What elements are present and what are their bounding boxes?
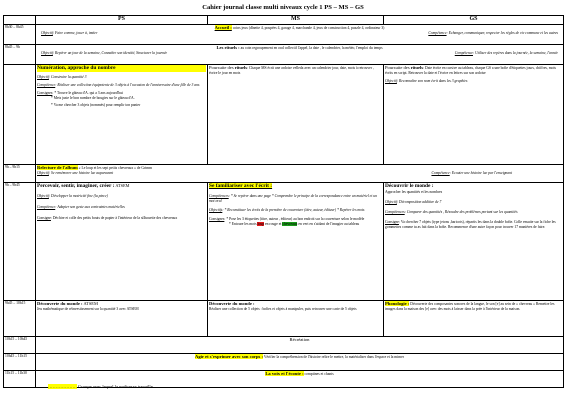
objectif-label: Objectif bbox=[37, 194, 49, 199]
gs-decouvrir-cell bbox=[384, 182, 564, 300]
consignes-text-1: : * Trouve le gâteau d'A. qui a 3 ans aujourd'hui bbox=[52, 90, 124, 95]
ecrit-heading: Se familiariser avec l'écrit : bbox=[209, 182, 273, 189]
objectif-text: : Reconnaître son nom écrit dans les 3 graphies bbox=[396, 78, 468, 83]
phonologie-heading: Phonologie : bbox=[385, 300, 410, 306]
rituels-heading: rituels bbox=[410, 64, 424, 70]
ms-decouverte-cell bbox=[208, 300, 384, 336]
time-cell: 9h45 – 10h15 bbox=[4, 300, 36, 336]
time-cell bbox=[4, 64, 36, 164]
agir-text: Vérifier la compréhension de l'histoire relire le mettre, la matérialiser dans l'espace et la mimer bbox=[263, 354, 404, 359]
decouverte-heading: Découverte du monde : bbox=[209, 300, 255, 306]
phonologie-text: Découverte des composantes sonores de la langue, le son [e] au sein de « chevreau » Remettre les images dans la maison des [e] avec des mots à laisser dans la prée à l'intérieur de la maison. bbox=[385, 301, 555, 311]
row-numeration bbox=[4, 64, 564, 164]
page-title: Cahier journal classe multi niveaux cycle 1 PS – MS – GS bbox=[202, 4, 364, 11]
consignes-label: Consignes bbox=[209, 216, 225, 221]
accueil-text: coins jeux (dînette 4, poupées 4, garage 4, marchande 4, jeux de construction 4, puzzle 4, ordinateur 3) bbox=[232, 25, 385, 30]
time-cell: 9h – 9h45 bbox=[4, 182, 36, 300]
objectif-label: Objectif bbox=[37, 75, 49, 80]
competences-label: Compétences bbox=[385, 209, 405, 214]
consigne-label: Consigne bbox=[37, 215, 51, 220]
row-rituels bbox=[4, 44, 564, 64]
competence-label: Compétence bbox=[454, 50, 473, 55]
competence-text: : Echanger, communiquer, respecter les règles de vie commune et les autres bbox=[446, 30, 558, 35]
agir-cell bbox=[36, 353, 564, 370]
accueil-heading: Accueil : bbox=[214, 24, 232, 30]
objectif-label: Objectif bbox=[385, 78, 397, 83]
decouverte-atsem: ATSEM bbox=[83, 300, 98, 306]
rituels-lead: Poursuite des bbox=[209, 64, 234, 70]
time-cell: 10h15 – 10h45 bbox=[4, 336, 36, 353]
ms-ecrit-cell bbox=[208, 182, 384, 300]
consigne-text: : Déchire et colle des petits bouts de papier à l'intérieur de la silhouette des chevreaux bbox=[50, 215, 178, 220]
rituels-heading: rituels bbox=[234, 64, 248, 70]
ms-rituels-cell bbox=[208, 64, 384, 164]
competence-label: Compétence bbox=[37, 204, 56, 209]
schedule-table bbox=[3, 15, 564, 388]
objectif-label: Objectif bbox=[37, 170, 49, 175]
time-cell: 8h45 – 9h bbox=[4, 44, 36, 64]
competence-text: : Utiliser des repères dans la journée, la semaine, l'année bbox=[472, 50, 558, 55]
column-ps: PS bbox=[36, 16, 208, 25]
time-cell: 10h45 – 11h15 bbox=[4, 353, 36, 370]
competence-label: Compétence bbox=[428, 30, 447, 35]
recreation-cell: Récréation bbox=[36, 336, 564, 353]
percevoir-heading: Percevoir, sentir, imaginer, créer : bbox=[37, 182, 115, 189]
header-row bbox=[4, 16, 564, 25]
row-relecture bbox=[4, 164, 564, 182]
consigne-text: : Va chercher 7 objets (type jetons ,haricots), répartis les dans la double boîte. Colle ensuite sur la fiche les gommettes comme tu as fait dans la boîte. Recommence d'une autre façon pour trouver 17 manières de faire. bbox=[385, 219, 556, 229]
word-loup: loup bbox=[257, 221, 265, 226]
voix-text: comptines et chants bbox=[304, 371, 334, 376]
time-header bbox=[4, 16, 36, 25]
decouverte-text: Jeu mathématique de réinvestissement sur la quantité 3 avec ATSEM bbox=[37, 306, 139, 311]
column-ms: MS bbox=[208, 16, 384, 25]
rituels-heading: Les rituels : bbox=[216, 44, 240, 50]
percevoir-atsem: ATSEM bbox=[115, 182, 130, 188]
objectif-text: : Développer la motricité fine (la pince) bbox=[48, 194, 108, 199]
relecture-heading: Relecture de l'album bbox=[37, 164, 78, 170]
gs-rituels-cell bbox=[384, 64, 564, 164]
row-recreation bbox=[4, 336, 564, 353]
ps-decouverte-cell bbox=[36, 300, 208, 336]
competences-label: Compétences bbox=[209, 194, 229, 199]
objectif-text: : Repérer un jour de la semaine, Connaître son identité, Structurer la journée bbox=[52, 50, 168, 55]
legend-text: Groupe avec lequel la maîtresse travaille bbox=[77, 384, 153, 389]
accueil-cell bbox=[36, 24, 564, 44]
voix-heading: La voix et l'écoute : bbox=[265, 370, 304, 376]
objectifs-text: : * Reconstituer les écrits de la première de couverture (titre, auteur, éditeur) * Repérer les mots bbox=[222, 207, 365, 212]
agir-heading: Agir et s'exprimer avec son corps : bbox=[195, 353, 264, 359]
time-cell: 9h – 9h15 bbox=[4, 164, 36, 182]
consignes-label: Consignes bbox=[37, 90, 53, 95]
rituels-lead: Poursuite des bbox=[385, 64, 410, 70]
decouverte-heading: Découverte du monde : bbox=[37, 300, 83, 306]
row-accueil bbox=[4, 24, 564, 44]
objectif-text: : Décomposition additive de 7 bbox=[396, 199, 442, 204]
consignes-text-2: * Mets juste le bon nombre de bougies sur le gâteau d'A. bbox=[51, 95, 135, 100]
time-cell: 8h30 – 8h45 bbox=[4, 24, 36, 44]
consignes-text-2b: en rouge et bbox=[264, 221, 282, 226]
decouvrir-heading: Découvrir le monde : bbox=[385, 182, 434, 189]
competence-text: : Réaliser une collection équipotente de 3 objets à l'occasion de l'anniversaire d'une fille de 3 ans bbox=[55, 82, 200, 87]
column-gs: GS bbox=[384, 16, 564, 25]
row-decouverte bbox=[4, 300, 564, 336]
consignes-text-1: : * Pose les 3 étiquettes (titre, auteur , éditeur) au bon endroit sur la couverture selon le modèle bbox=[224, 216, 365, 221]
competence-label: Compétence bbox=[37, 82, 56, 87]
objectif-text: : Faire comme, jouer à, imiter bbox=[52, 30, 98, 35]
decouverte-text: Réaliser une collection de 5 objets : boîtes et objets à manipuler, puis retrouver une carte de 5 objets bbox=[209, 306, 357, 311]
word-chevreaux: chevreaux bbox=[282, 221, 298, 226]
consignes-text-3: * Va me chercher 3 objets (nommés) pour remplir ton panier bbox=[51, 102, 141, 107]
relecture-cell bbox=[36, 164, 564, 182]
legend-swatch: ………………. bbox=[48, 384, 77, 389]
consignes-text-2c: en vert en s'aidant de l'imagier au tableau bbox=[298, 221, 360, 226]
time-cell: 11h15 – 11h30 bbox=[4, 370, 36, 387]
ps-numeration-cell bbox=[36, 64, 208, 164]
numeration-heading: Numération, approche du nombre bbox=[37, 65, 206, 72]
competence-text: : Adapter son geste aux contraintes matérielles bbox=[55, 204, 125, 209]
consignes-text-2a: * Entoure les mots bbox=[229, 221, 257, 226]
rituels-cell bbox=[36, 44, 564, 64]
row-agir bbox=[4, 353, 564, 370]
objectif-label: Objectif bbox=[41, 30, 53, 35]
rituels-text: : Date écrite en cursive au tableau, chaque GS a une boîte d'étiquettes jours, chiffres, mois écrits en script. Retrouver la date et l'écrire en lettres sur son ardoise bbox=[385, 65, 556, 75]
competence-label: Compétence bbox=[431, 170, 450, 175]
relecture-text: « Le loup et les sept petits chevreaux » de Grimm bbox=[78, 165, 152, 170]
row-ateliers bbox=[4, 182, 564, 300]
objectifs-label: Objectifs bbox=[209, 207, 223, 212]
legend bbox=[48, 384, 153, 389]
competences-text: : Comparer des quantités , Résoudre des problèmes portant sur les quantités bbox=[404, 209, 518, 214]
rituels-text: : Chaque MS écrit une ardoise velleda avec un calendrier jour, date, mois à retrouver , écrire le jour en mots bbox=[209, 65, 374, 75]
objectif-label: Objectif bbox=[41, 50, 53, 55]
gs-phonologie-cell bbox=[384, 300, 564, 336]
ps-percevoir-cell bbox=[36, 182, 208, 300]
competences-text: : * Se repérer dans une page * Comprendre le principe de la correspondance entre un matériel et un mot oral bbox=[209, 194, 377, 203]
rituels-text: au coin regroupement en oral collectif l'appel, la date , le calendrier, la météo, l'emploi du temps bbox=[240, 45, 383, 50]
decouvrir-subheading: Approcher les quantités et les nombres bbox=[385, 190, 443, 195]
objectif-text: : Se remémorer une histoire lue auparavant bbox=[48, 170, 114, 175]
objectif-label: Objectif bbox=[385, 199, 397, 204]
competence-text: : Ecouter une histoire lue par l'enseignant bbox=[449, 170, 512, 175]
consigne-label: Consigne bbox=[385, 219, 399, 224]
objectif-text: : Construire la quantité 3 bbox=[48, 75, 87, 80]
